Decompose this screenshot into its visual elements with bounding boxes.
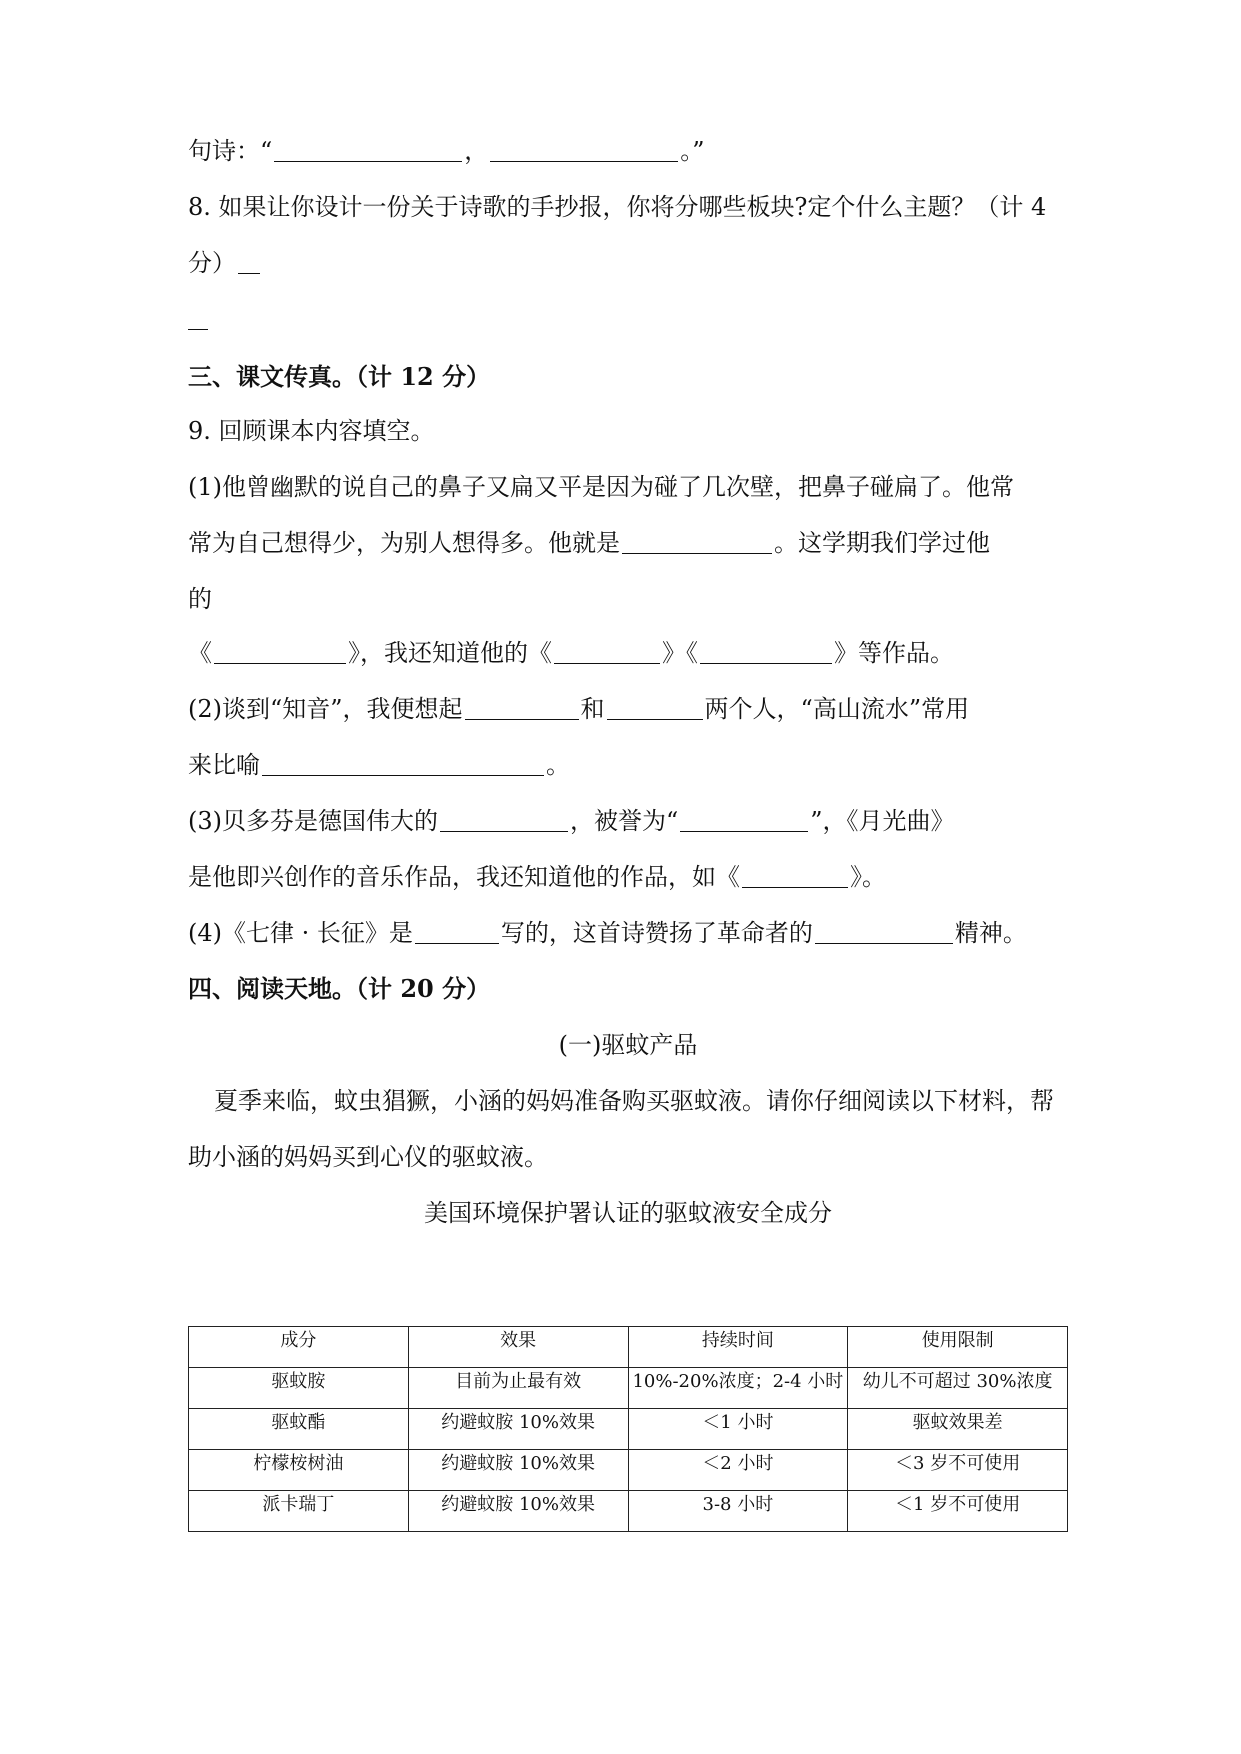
table-row	[189, 1491, 1068, 1532]
answer-blank[interactable]	[490, 135, 678, 162]
table-header-cell: 使用限制	[848, 1327, 1068, 1368]
text: 常为自己想得少，为别人想得多。他就是	[188, 529, 620, 557]
text: 》《	[662, 639, 698, 667]
text: (4)《七律 · 长征》是	[188, 919, 413, 947]
text: 句诗：“	[188, 137, 273, 165]
answer-blank[interactable]	[622, 527, 772, 554]
table-header-cell: 效果	[408, 1327, 628, 1368]
intro-line-2: 助小涵的妈妈买到心仪的驱蚊液。	[188, 1143, 548, 1171]
answer-blank[interactable]	[188, 303, 208, 330]
table-cell: 驱蚊效果差	[848, 1409, 1068, 1450]
text: 来比喻	[188, 751, 260, 779]
item-1-line-4	[188, 636, 1068, 670]
answer-blank[interactable]	[465, 693, 579, 720]
table-cell: 3-8 小时	[628, 1491, 848, 1532]
text: 两个人，“高山流水”常用	[704, 695, 970, 723]
text: 》等作品。	[834, 639, 954, 667]
table-header-cell: 成分	[189, 1327, 409, 1368]
table-cell: 约避蚊胺 10%效果	[408, 1409, 628, 1450]
text: 是他即兴创作的音乐作品，我还知道他的作品，如《	[188, 863, 740, 891]
text: ，	[464, 137, 489, 165]
table-title: 美国环境保护署认证的驱蚊液安全成分	[424, 1199, 832, 1227]
text: 精神。	[954, 919, 1027, 947]
answer-blank[interactable]	[415, 917, 499, 944]
table-cell: 约避蚊胺 10%效果	[408, 1450, 628, 1491]
answer-blank[interactable]	[607, 693, 703, 720]
section-4-heading: 四、阅读天地。（计 20 分）	[188, 974, 491, 1003]
text: 和	[580, 695, 605, 723]
text: (2)谈到“知音”，我便想起	[188, 695, 463, 723]
table-cell: ＜2 小时	[628, 1450, 848, 1491]
answer-blank[interactable]	[214, 637, 346, 664]
table-header-row	[189, 1327, 1068, 1368]
table-cell: 10%-20%浓度；2-4 小时	[628, 1368, 848, 1409]
text: 》。	[850, 863, 886, 891]
text: ”，《月光曲》	[810, 807, 955, 835]
question-8-line-1: 8. 如果让你设计一份关于诗歌的手抄报，你将分哪些板块?定个什么主题？（计 4	[188, 193, 1047, 221]
table-row	[189, 1368, 1068, 1409]
question-8-answer-line	[188, 302, 1068, 336]
text: 》，我还知道他的《	[348, 639, 552, 667]
item-2-line-2	[188, 748, 1068, 782]
answer-blank[interactable]	[700, 637, 832, 664]
answer-blank[interactable]	[262, 749, 544, 776]
item-4-line	[188, 916, 1068, 950]
table-cell: ＜1 岁不可使用	[848, 1491, 1068, 1532]
answer-blank[interactable]	[440, 805, 568, 832]
table-cell: ＜3 岁不可使用	[848, 1450, 1068, 1491]
text: 《	[188, 639, 212, 667]
question-8-line-2	[188, 246, 1068, 280]
table-row	[189, 1409, 1068, 1450]
table-cell: 目前为止最有效	[408, 1368, 628, 1409]
text: 分）	[188, 249, 236, 277]
item-3-line-2	[188, 860, 1068, 894]
section-3-heading: 三、课文传真。（计 12 分）	[188, 362, 491, 391]
text: 。”	[680, 137, 705, 165]
table-row	[189, 1450, 1068, 1491]
text: 。	[546, 751, 570, 779]
item-2-line-1	[188, 692, 1068, 726]
item-1-line-3: 的	[188, 585, 212, 613]
text: 写的，这首诗赞扬了革命者的	[500, 919, 813, 947]
question-9: 9. 回顾课本内容填空。	[188, 417, 435, 445]
table-cell: 柠檬桉树油	[189, 1450, 409, 1491]
table-cell: 约避蚊胺 10%效果	[408, 1491, 628, 1532]
item-1-line-2	[188, 526, 1068, 560]
table-cell: ＜1 小时	[628, 1409, 848, 1450]
intro-line-1: 夏季来临，蚊虫猖獗，小涵的妈妈准备购买驱蚊液。请你仔细阅读以下材料，帮	[214, 1087, 1054, 1115]
table-cell: 派卡瑞丁	[189, 1491, 409, 1532]
table-header-cell: 持续时间	[628, 1327, 848, 1368]
answer-blank[interactable]	[274, 135, 462, 162]
answer-blank[interactable]	[815, 917, 953, 944]
item-1-line-1: (1)他曾幽默的说自己的鼻子又扁又平是因为碰了几次壁，把鼻子碰扁了。他常	[188, 473, 1014, 501]
table-cell: 驱蚊酯	[189, 1409, 409, 1450]
reading-title: (一)驱蚊产品	[558, 1031, 698, 1059]
text: ，被誉为“	[570, 807, 679, 835]
answer-blank[interactable]	[238, 247, 260, 274]
table-cell: 驱蚊胺	[189, 1368, 409, 1409]
answer-blank[interactable]	[554, 637, 660, 664]
answer-blank[interactable]	[742, 861, 848, 888]
text: (3)贝多芬是德国伟大的	[188, 807, 438, 835]
answer-blank[interactable]	[680, 805, 808, 832]
table-cell: 幼儿不可超过 30%浓度	[848, 1368, 1068, 1409]
item-3-line-1	[188, 804, 1068, 838]
text: 。这学期我们学过他	[774, 529, 990, 557]
poem-fill-line	[188, 134, 1068, 168]
ingredient-table	[188, 1326, 1068, 1532]
